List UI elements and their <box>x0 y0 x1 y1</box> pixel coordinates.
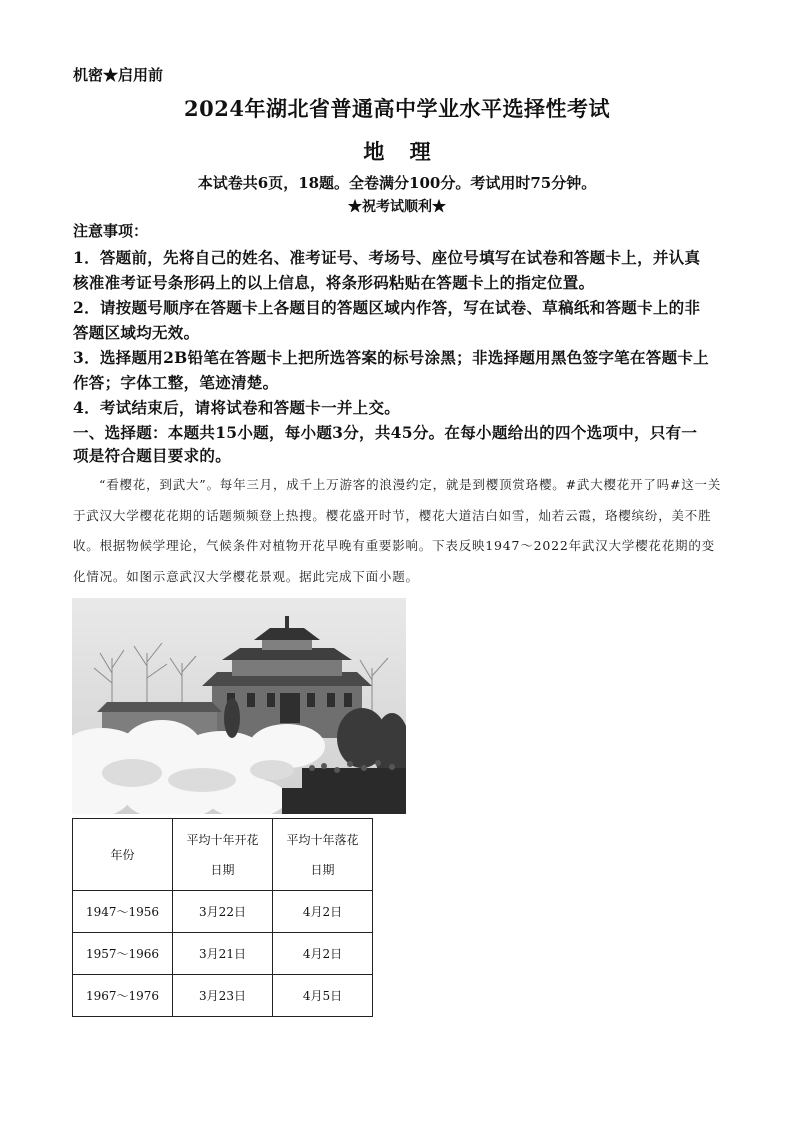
table-header-cell <box>273 819 373 891</box>
exam-wish: ★祝考试顺利★ <box>348 199 446 215</box>
section-heading-line: 项是符合题目要求的。 <box>73 446 232 465</box>
table-row <box>73 933 373 975</box>
table-cell: 3月22日 <box>173 891 273 933</box>
notes-line: 1．答题前，先将自己的姓名、准考证号、考场号、座位号填写在试卷和答题卡上，并认真 <box>73 248 701 267</box>
notes-line: 4．考试结束后，请将试卷和答题卡一并上交。 <box>73 398 401 417</box>
table-cell: 1967～1976 <box>73 975 173 1017</box>
blossom-period-table <box>72 818 373 1017</box>
table-cell: 1947～1956 <box>73 891 173 933</box>
cherry-blossom-photo <box>72 598 406 814</box>
table-cell: 1957～1966 <box>73 933 173 975</box>
exam-title: 2024年湖北省普通高中学业水平选择性考试 <box>184 96 610 121</box>
section-heading-line: 一、选择题：本题共15小题，每小题3分，共45分。在每小题给出的四个选项中，只有一 <box>73 423 698 442</box>
table-header-cell <box>173 819 273 891</box>
table-header-text: 日期 <box>310 862 335 877</box>
table-row <box>73 975 373 1017</box>
table-cell: 4月2日 <box>273 933 373 975</box>
table-header-row <box>73 819 373 891</box>
table-cell: 3月21日 <box>173 933 273 975</box>
notes-line: 核准准考证号条形码上的以上信息，将条形码粘贴在答题卡上的指定位置。 <box>73 273 595 292</box>
table-header-text: 日期 <box>210 862 235 877</box>
notes-line: 答题区域均无效。 <box>73 323 200 342</box>
confidential-label: 机密★启用前 <box>73 66 164 84</box>
table-row <box>73 891 373 933</box>
question-passage: “看樱花，到武大”。每年三月，成千上万游客的浪漫约定，就是到樱顶赏珞樱。#武大樱花开了吗#这一关于武汉大学樱花花期的话题频频登上热搜。樱花盛开时节，樱花大道洁白如雪，灿若云霞，珞樱缤纷，美不胜收。根据物候学理论，气候条件对植物开花早晚有重要影响。下表反映1947～2022年武汉大学樱花花期的变化情况。如图示意武汉大学樱花景观。据此完成下面小题。 <box>73 477 722 584</box>
subject-title: 地 理 <box>363 139 431 164</box>
table-cell: 4月2日 <box>273 891 373 933</box>
notes-line: 2．请按题号顺序在答题卡上各题目的答题区域内作答，写在试卷、草稿纸和答题卡上的非 <box>73 298 701 317</box>
table-header-text: 平均十年落花 <box>286 832 359 847</box>
table-cell: 4月5日 <box>273 975 373 1017</box>
table-header-text: 平均十年开花 <box>186 832 259 847</box>
notes-line: 3．选择题用2B铅笔在答题卡上把所选答案的标号涂黑；非选择题用黑色签字笔在答题卡上 <box>73 348 709 367</box>
table-cell: 3月23日 <box>173 975 273 1017</box>
notes-heading: 注意事项： <box>73 222 149 240</box>
notes-line: 作答；字体工整，笔迹清楚。 <box>73 373 279 392</box>
table-header-text: 年份 <box>110 847 135 862</box>
table-header-cell <box>73 819 173 891</box>
exam-info: 本试卷共6页，18题。全卷满分100分。考试用时75分钟。 <box>197 174 597 192</box>
